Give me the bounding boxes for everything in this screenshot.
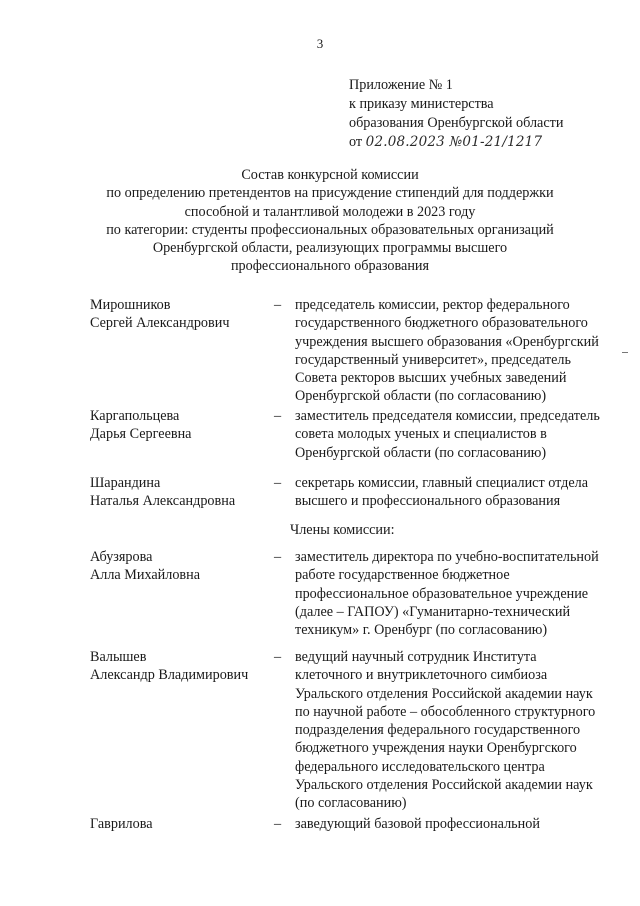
dash-separator: – bbox=[274, 816, 282, 832]
appendix-title: Приложение № 1 bbox=[349, 77, 453, 93]
role-line: техникум» г. Оренбург (по согласованию) bbox=[295, 622, 548, 639]
member-name bbox=[90, 407, 270, 444]
role-line: ведущий научный сотрудник Института bbox=[295, 649, 537, 665]
member-surname: Мирошников bbox=[90, 297, 171, 313]
title-line: профессионального образования bbox=[230, 258, 430, 275]
role-line: высшего и профессионального образования bbox=[295, 493, 561, 510]
member-name bbox=[90, 815, 270, 833]
role-line: Уральского отделения Российской академии наук bbox=[295, 685, 593, 702]
member-role bbox=[295, 648, 615, 813]
role-line: Оренбургской области (по согласованию) bbox=[295, 388, 547, 405]
role-line: заведующий базовой профессиональной bbox=[295, 816, 540, 832]
role-line: совета молодых ученых и специалистов в bbox=[295, 426, 547, 443]
appendix-from-prefix: от bbox=[349, 134, 363, 150]
dash-separator: – bbox=[274, 297, 282, 313]
member-name bbox=[90, 296, 270, 333]
page-number: 3 bbox=[316, 36, 324, 51]
role-line: государственный университет», председатель bbox=[295, 351, 571, 368]
role-line: секретарь комиссии, главный специалист отдела bbox=[295, 475, 589, 491]
member-surname: Шарандина bbox=[90, 475, 161, 491]
member-name bbox=[90, 648, 270, 685]
member-role bbox=[295, 815, 615, 833]
dash-separator: – bbox=[274, 408, 282, 424]
member-surname: Абузярова bbox=[90, 549, 153, 565]
member-given-names: Дарья Сергеевна bbox=[90, 426, 192, 443]
member-role bbox=[295, 548, 615, 639]
member-given-names: Алла Михайловна bbox=[90, 567, 201, 584]
role-line: Совета ректоров высших учебных заведений bbox=[295, 370, 567, 387]
member-role bbox=[295, 407, 615, 462]
title-line: способной и талантливой молодежи в 2023 году bbox=[184, 203, 476, 220]
appendix-ministry: образования Оренбургской области bbox=[349, 115, 564, 131]
role-line: государственного бюджетного образовательного bbox=[295, 315, 588, 332]
role-line: председатель комиссии, ректор федерального bbox=[295, 297, 570, 313]
member-name bbox=[90, 474, 270, 511]
role-line: учреждения высшего образования «Оренбургский bbox=[295, 333, 599, 350]
role-line: Оренбургской области (по согласованию) bbox=[295, 444, 547, 461]
role-line: заместитель директора по учебно-воспитательной bbox=[295, 549, 599, 565]
appendix-order-ref: к приказу министерства bbox=[349, 96, 494, 112]
member-role bbox=[295, 296, 615, 406]
member-role bbox=[295, 474, 615, 511]
role-line: Уральского отделения Российской академии наук bbox=[295, 777, 593, 794]
title-line: Оренбургской области, реализующих программы высшего bbox=[152, 240, 508, 257]
title-line: по определению претендентов на присуждение стипендий для поддержки bbox=[106, 185, 554, 202]
role-line: подразделения федерального государственного bbox=[295, 722, 581, 739]
role-line: (далее – ГАПОУ) «Гуманитарно-технический bbox=[295, 603, 571, 620]
title-line: Состав конкурсной комиссии bbox=[241, 167, 419, 183]
member-surname: Каргапольцева bbox=[90, 408, 180, 424]
members-heading: Члены комиссии: bbox=[290, 522, 395, 538]
appendix-header bbox=[349, 76, 563, 152]
member-surname: Гаврилова bbox=[90, 816, 153, 832]
member-name bbox=[90, 548, 270, 585]
member-given-names: Сергей Александрович bbox=[90, 315, 230, 332]
handwritten-order-number: 02.08.2023 №01-21/1217 bbox=[365, 134, 543, 150]
member-surname: Валышев bbox=[90, 649, 147, 665]
member-given-names: Александр Владимирович bbox=[90, 667, 249, 684]
scan-margin-mark bbox=[622, 352, 628, 353]
role-line: по научной работе – обособленного структурного bbox=[295, 703, 596, 720]
member-given-names: Наталья Александровна bbox=[90, 493, 236, 510]
title-line: по категории: студенты профессиональных образовательных организаций bbox=[106, 221, 554, 238]
role-line: профессиональное образовательное учреждение bbox=[295, 585, 589, 602]
role-line: работе государственное бюджетное bbox=[295, 567, 510, 584]
role-line: (по согласованию) bbox=[295, 795, 407, 812]
dash-separator: – bbox=[274, 649, 282, 665]
dash-separator: – bbox=[274, 549, 282, 565]
role-line: федерального исследовательского центра bbox=[295, 758, 545, 775]
role-line: клеточного и внутриклеточного симбиоза bbox=[295, 667, 548, 684]
role-line: бюджетного учреждения науки Оренбургского bbox=[295, 740, 577, 757]
appendix-date-line bbox=[349, 133, 563, 152]
dash-separator: – bbox=[274, 475, 282, 491]
role-line: заместитель председателя комиссии, председатель bbox=[295, 408, 600, 424]
document-title bbox=[60, 166, 600, 276]
